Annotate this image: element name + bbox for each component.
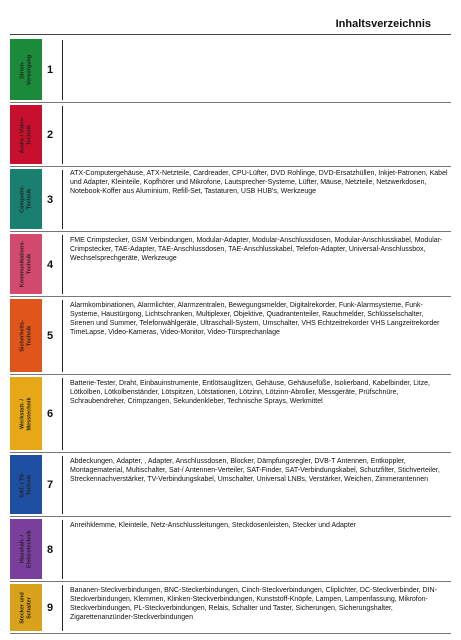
section-tab[interactable] bbox=[10, 39, 42, 100]
section-divider bbox=[62, 106, 63, 164]
section-divider bbox=[62, 235, 63, 294]
section-row bbox=[10, 167, 451, 232]
section-tab-label: Computer- Technik bbox=[19, 185, 32, 213]
page-title: Inhaltsverzeichnis bbox=[335, 18, 431, 30]
header-rule bbox=[10, 34, 451, 35]
section-description: Anreihklemme, Kleinteile, Netz-Anschlussleitungen, Steckdosenleisten, Stecker und Adapter bbox=[70, 522, 356, 529]
section-row bbox=[10, 232, 451, 297]
section-description: FME Crimpstecker, GSM Verbindungen, Modular-Adapter, Modular-Anschlussdosen, Modular-Anschlusskabel, Modular-Crimpstecker, TAE-Adapter, TAE-Anschlussdosen, TAE-Anschlusskabel, Telefon-Adapter, Universal-Anschlussbox, Wechselsprechgeräte, Werkzeuge bbox=[70, 237, 443, 262]
section-divider bbox=[62, 585, 63, 631]
row-rule bbox=[10, 633, 451, 634]
section-number: 1 bbox=[47, 64, 54, 76]
section-number: 3 bbox=[47, 193, 54, 206]
section-number: 7 bbox=[47, 479, 54, 491]
section-tab-label: Strom- Versorgung bbox=[19, 54, 32, 85]
section-divider bbox=[62, 40, 63, 100]
section-number: 4 bbox=[47, 258, 54, 271]
section-tab-label: Kommunikations- Technik bbox=[19, 240, 32, 288]
section-tab[interactable] bbox=[10, 584, 42, 631]
section-tab-label: SAT- / TV- Technik bbox=[19, 471, 32, 498]
section-tab-label: Haushalt- / Elektrotechnik bbox=[19, 530, 32, 568]
section-divider bbox=[62, 456, 63, 514]
section-number: 5 bbox=[47, 330, 54, 342]
section-tab[interactable] bbox=[10, 455, 42, 514]
section-divider bbox=[62, 378, 63, 450]
section-tab-label: Audio / Video- Technik bbox=[19, 116, 32, 153]
section-description: Batterie-Tester, Draht, Einbauinstrumente, Entlötsauglitzen, Gehäuse, Gehäusefüße, Isolierband, Kabelbinder, Litze, Lötkolben, Lötkolbenständer, Lötspitzen, Lötstationen, Lötzinn, Lötzinn-Abroller, Messgeräte, Prüfschnüre, Schraubendreher, Crimpzangen, Sekundenkleber, Technische Sprays, Werkmittel bbox=[70, 380, 430, 405]
section-row bbox=[10, 517, 451, 582]
section-row bbox=[10, 453, 451, 517]
section-number: 6 bbox=[47, 408, 54, 420]
section-row bbox=[10, 103, 451, 167]
section-description: Alarmkombinationen, Alarmlichter, Alarmzentralen, Bewegungsmelder, Digitalrekorder, Funk-Alarmsysteme, Funk-Systeme, Haustürgong, Lichtschranken, Multiplexer, Objektive, Quadrantenteiler, Rauchmelder, Schlüsselschalter, Sirenen und Summer, Telefonwählgeräte, Ultraschall-System, Umschalter, VHS Echtzeitrekorder VHS Langzeitrekorder TimeLapse, Video-Kameras, Video-Monitor, Video-Türsprechanlage bbox=[70, 302, 440, 336]
section-divider bbox=[62, 300, 63, 372]
section-tab-label: Stecker und Schalter bbox=[19, 591, 32, 624]
section-tab[interactable] bbox=[10, 105, 42, 164]
section-tab-label: Sicherheits- Technik bbox=[19, 319, 32, 352]
section-number: 2 bbox=[47, 129, 54, 141]
section-tab[interactable] bbox=[10, 234, 42, 294]
section-row bbox=[10, 297, 451, 375]
section-divider bbox=[62, 520, 63, 579]
section-tab[interactable] bbox=[10, 519, 42, 579]
section-description: ATX-Computergehäuse, ATX-Netzteile, Cardreader, CPU-Lüfter, DVD Rohlinge, DVD-Ersatzhüllen, Inkjet-Patronen, Kabel und Adapter, Kleinteile, Kopfhörer und Mikrofone, Lautsprecher-Systeme, Lüfter, Mäuse, Netzteile, Netzwerkdosen, Notebook-Koffer aus Aluminium, Refill-Set, Tastaturen, USB HUB's, Werkzeuge bbox=[70, 170, 448, 195]
section-row bbox=[10, 37, 451, 103]
section-number: 8 bbox=[47, 543, 54, 556]
section-description: Abdeckungen, Adapter, , Adapter, Anschlussdosen, Blocker, Dämpfungsregler, DVB-T Antennen, Entkoppler, Montagematerial, Multischalter, Sat-/ Antennen-Verteiler, SAT-Finder, SAT-Verbindungskabel, Schutzfilter, Stichverteiler, Streckennachverstärker, TV-Verbindungskabel, Umschalter, Universal LNBs, Verstärker, Weichen, Zimmerantennen bbox=[70, 458, 440, 483]
section-row bbox=[10, 582, 451, 634]
section-description: Bananen-Steckverbindungen, BNC-Steckerbindungen, Cinch-Steckverbindungen, Cliplichter, DC-Steckverbinder, DIN-Steckverbindungen, Klemmen, Klinken-Steckverbindungen, Kunststoff-Knöpfe, Lampen, Lampenfassung, Mikrofon-Steckverbindungen, PL-Steckverbindungen, Relais, Schalter und Taster, Sicherungen, Sicherungshalter, Zigarettenanzünder-Steckverbindungen bbox=[70, 587, 437, 621]
section-number: 9 bbox=[47, 602, 54, 614]
section-divider bbox=[62, 170, 63, 229]
section-tab[interactable] bbox=[10, 377, 42, 450]
section-tab[interactable] bbox=[10, 299, 42, 372]
section-tab[interactable] bbox=[10, 169, 42, 229]
section-tab-label: Werkstatt- / Messtechnik bbox=[19, 397, 32, 431]
section-row bbox=[10, 375, 451, 453]
